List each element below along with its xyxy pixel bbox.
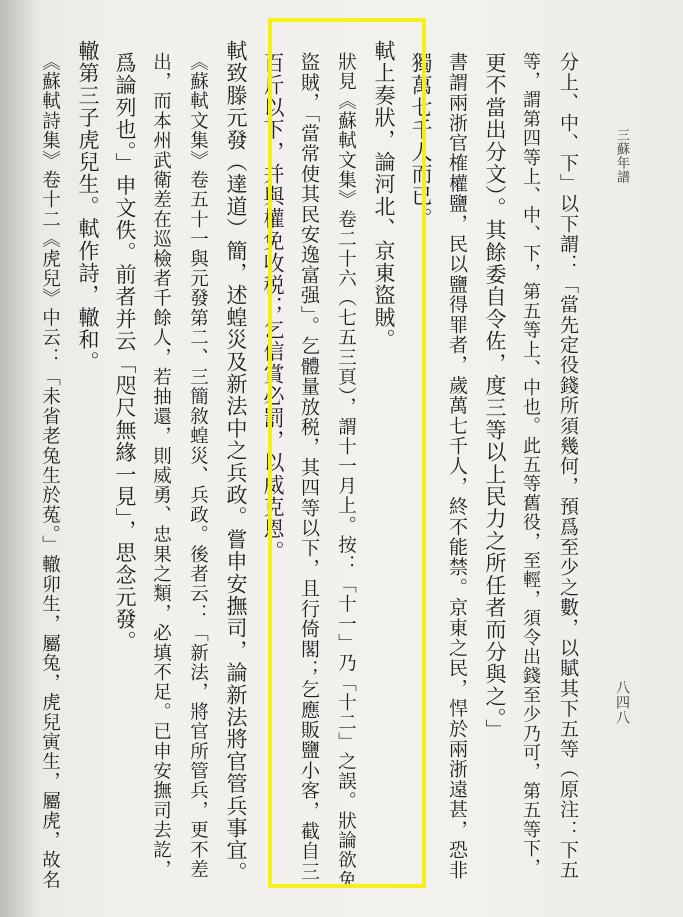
entry-heading-2: 軾致滕元發（達道）簡，述蝗災及新法中之兵政。嘗申安撫司，論新法將官管兵事宜。 <box>224 40 248 884</box>
text-column-8: 盜賊，「當常使其民安逸富强」。乞體量放税，其四等以下，且行倚閣；乞應販鹽小客，截自三 <box>298 52 320 882</box>
entry-heading-1: 軾上奏狀，論河北、京東盜賊。 <box>372 40 396 351</box>
text-column-12: 出，而本州武衛差在巡檢者千餘人，若抽還，則威勇、忠果之類，必填不足。已申安撫司去訖， <box>150 52 172 880</box>
page-shadow <box>0 0 40 917</box>
text-column-7: 狀見《蘇軾文集》卷二十六（七五三頁），謂十一月上。按：「十一」乃「十二」之誤。狀論欲免 <box>335 52 357 890</box>
text-column-13: 爲論列也。」申文佚。前者并云「咫尺無緣一見」，思念元發。 <box>113 52 137 653</box>
text-column-15: 《蘇軾詩集》卷十二《虎兒》中云：「未省老兔生於菟。」轍卯生，屬兔，虎兒寅生，屬虎，故名 <box>39 52 61 890</box>
text-column-9: 百斤以下，并與權免收税；乞信賞必罰，以威克恩。 <box>261 52 285 563</box>
text-column-2: 等，謂第四等上、中、下，第五等上、中也。此五等舊役，至輕，須令出錢至少乃可，第五等下， <box>520 52 541 878</box>
text-column-4: 書謂兩浙官榷權鹽，民以鹽得罪者，歲萬七千人，終不能禁。京東之民，悍於兩浙遠甚，恐非 <box>446 52 468 881</box>
page-number: 八四八 <box>614 680 630 725</box>
text-column-3: 更不當出分文）。其餘委自令佐，度三等以上民力之所任者而分與之。」 <box>483 52 507 742</box>
text-column-11: 《蘇軾文集》卷五十一與元發第二、三簡敘蝗災、兵政。後者云：「新法，將官所管兵，更不差 <box>187 52 209 880</box>
entry-heading-3: 轍第三子虎兒生。軾作詩，轍和。 <box>76 40 100 373</box>
running-title: 三蘇年譜 <box>614 128 629 184</box>
text-column-1: 分上、中、下」以下謂：「當先定役錢所須幾何，預爲至少之數，以賦其下五等（原注：下五 <box>557 52 579 881</box>
text-column-5: 獨萬七千人而已。 <box>409 52 433 230</box>
yellow-highlight-box <box>268 18 426 888</box>
